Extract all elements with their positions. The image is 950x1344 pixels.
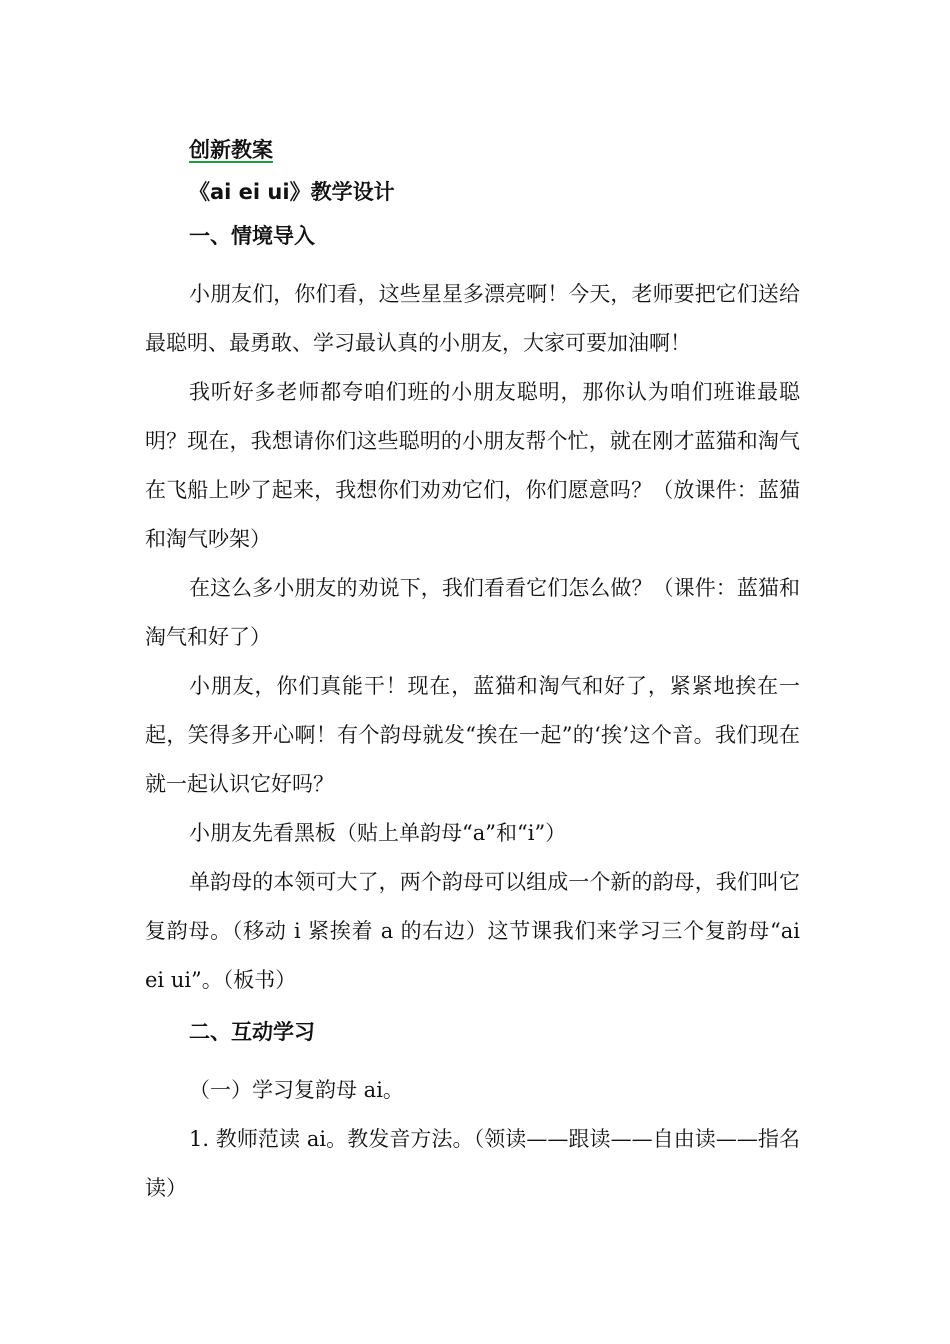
paragraph-6: 单韵母的本领可大了，两个韵母可以组成一个新的韵母，我们叫它复韵母。（移动 i 紧挨着 a 的右边）这节课我们来学习三个复韵母“ai ei ui”。（板书） [145,870,800,992]
header-title [145,135,800,165]
lesson-title: 《ai ei ui》教学设计 [189,180,395,204]
paragraph-2: 我听好多老师都夸咱们班的小朋友聪明，那你认为咱们班谁最聪明？现在，我想请你们这些聪明的小朋友帮个忙，就在刚才蓝猫和淘气在飞船上吵了起来，我想你们劝劝它们，你们愿意吗？（放课件：蓝猫和淘气吵架） [145,380,800,551]
document-body [145,135,800,1213]
subsection-1: （一）学习复韵母 ai。 [189,1078,404,1102]
section-heading-1: 一、情境导入 [189,224,315,248]
section-heading-2: 二、互动学习 [189,1020,315,1044]
paragraph-5: 小朋友先看黑板（贴上单韵母“a”和“i”） [189,821,567,845]
header-title-text: 创新教案 [189,138,273,162]
paragraph-4: 小朋友，你们真能干！现在，蓝猫和淘气和好了，紧紧地挨在一起，笑得多开心啊！有个韵母就发“挨在一起”的‘挨’这个音。我们现在就一起认识它好吗？ [145,674,800,796]
paragraph-1: 小朋友们，你们看，这些星星多漂亮啊！今天，老师要把它们送给最聪明、最勇敢、学习最认真的小朋友，大家可要加油啊！ [145,282,800,355]
step-1: 1. 教师范读 ai。教发音方法。（领读——跟读——自由读——指名读） [145,1127,800,1200]
paragraph-3: 在这么多小朋友的劝说下，我们看看它们怎么做？（课件：蓝猫和淘气和好了） [145,576,800,649]
